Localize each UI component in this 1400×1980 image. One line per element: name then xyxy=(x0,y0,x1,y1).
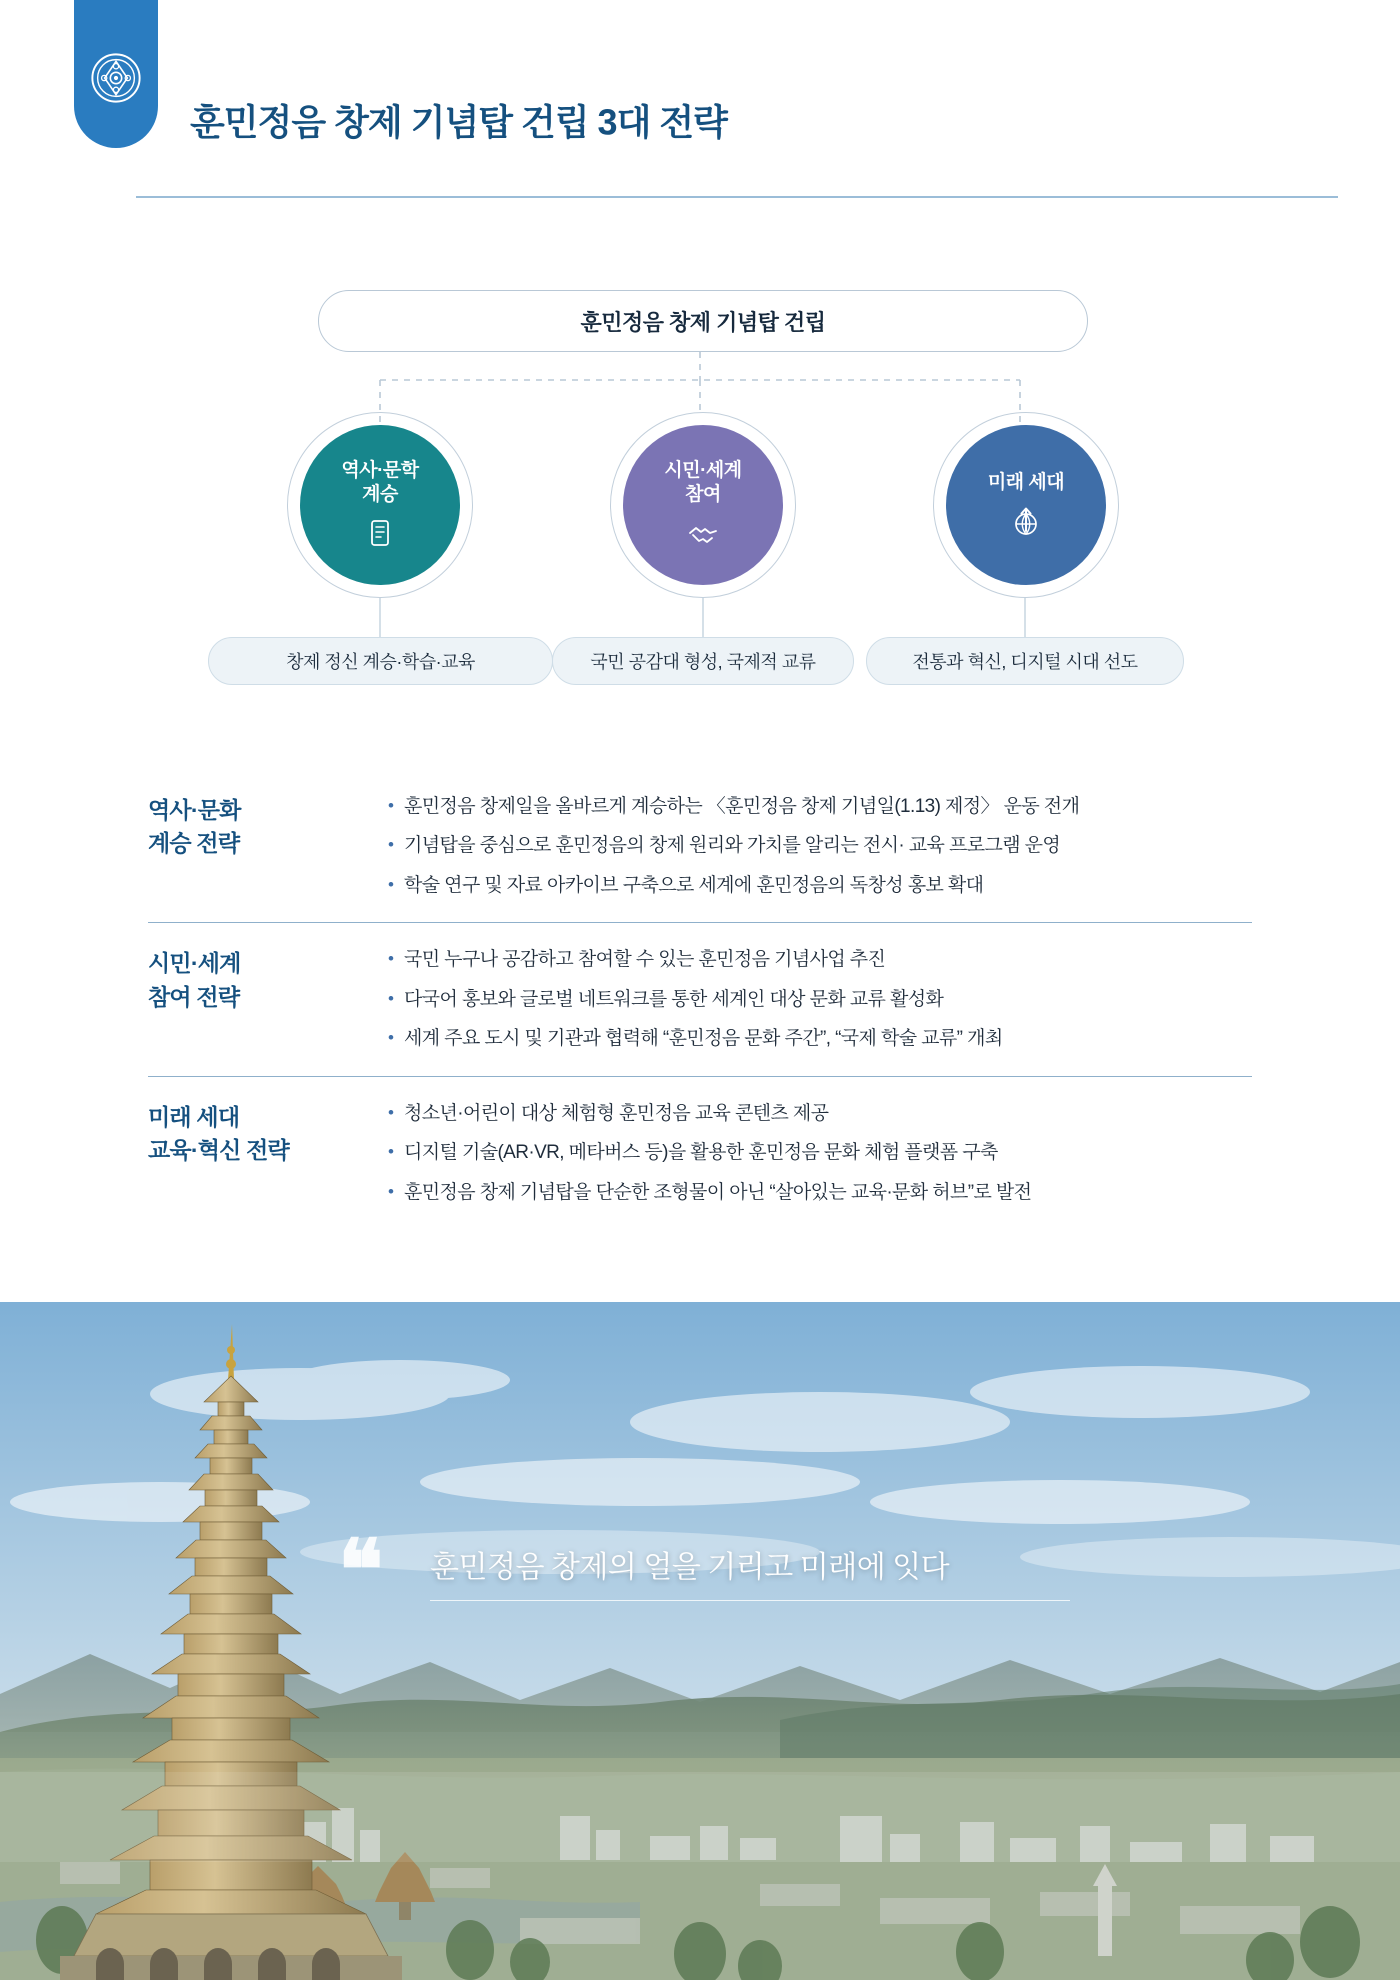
list-item xyxy=(388,945,1252,974)
bullet-icon: • xyxy=(388,1028,394,1048)
bullet-icon: • xyxy=(388,988,394,1008)
diagram-pill-3: 전통과 혁신, 디지털 시대 선도 xyxy=(866,637,1184,685)
list-item xyxy=(388,985,1252,1014)
rendering-illustration xyxy=(0,1302,1400,1980)
strategy-list xyxy=(0,770,1400,1229)
globe-arrow-icon xyxy=(1008,503,1044,539)
bullet-icon: • xyxy=(388,874,394,894)
strategy-3-item-1: 청소년·어린이 대상 체험형 훈민정음 교육 콘텐츠 제공 xyxy=(404,1102,829,1124)
quote-text: 훈민정음 창제의 얼을 기리고 미래에 잇다 xyxy=(430,1551,950,1584)
strategy-items-3 xyxy=(358,1099,1252,1207)
list-item xyxy=(388,1138,1252,1167)
diagram-node-future[interactable] xyxy=(946,425,1106,585)
list-item xyxy=(388,792,1252,821)
page-header xyxy=(0,0,1400,200)
photo-quote xyxy=(338,1525,1110,1618)
strategy-block-future xyxy=(148,1076,1252,1229)
diagram-pill-2: 국민 공감대 형성, 국제적 교류 xyxy=(552,637,854,685)
header-divider xyxy=(136,196,1338,198)
handshake-icon xyxy=(685,515,721,551)
strategy-block-history xyxy=(148,770,1252,922)
list-item xyxy=(388,831,1252,860)
node-1-label-line1: 역사·문학 xyxy=(341,460,419,482)
strategy-3-item-2: 디지털 기술(AR·VR, 메타버스 등)을 활용한 훈민정음 문화 체험 플랫폼 구축 xyxy=(404,1142,998,1164)
diagram-root-node: 훈민정음 창제 기념탑 건립 xyxy=(318,290,1088,352)
diagram-node-history[interactable] xyxy=(300,425,460,585)
page-title: 훈민정음 창제 기념탑 건립 3대 전략 xyxy=(190,101,727,143)
node-2-label-line1: 시민·세계 xyxy=(664,460,742,482)
bullet-icon: • xyxy=(388,949,394,969)
diagram-node-citizen[interactable] xyxy=(623,425,783,585)
strategy-2-item-2: 다국어 홍보와 글로벌 네트워크를 통한 세계인 대상 문화 교류 활성화 xyxy=(404,988,944,1010)
pagoda-rendering xyxy=(0,1302,1400,1980)
strategy-3-title-line1: 미래 세대 xyxy=(148,1103,240,1130)
bullet-icon: • xyxy=(388,1142,394,1162)
strategy-items-2 xyxy=(358,945,1252,1053)
strategy-diagram xyxy=(0,220,1400,672)
node-2-label-line2: 참여 xyxy=(685,484,721,505)
strategy-2-title-line1: 시민·세계 xyxy=(148,950,241,977)
node-3-label-line1: 미래 세대 xyxy=(987,472,1065,494)
quote-underline xyxy=(430,1600,1070,1601)
strategy-1-item-2: 기념탑을 중심으로 훈민정음의 창제 원리와 가치를 알리는 전시· 교육 프로그램 운영 xyxy=(404,835,1061,857)
bullet-icon: • xyxy=(388,835,394,855)
list-item xyxy=(388,1024,1252,1053)
list-item xyxy=(388,1099,1252,1128)
bullet-icon: • xyxy=(388,1181,394,1201)
strategy-1-title-line2: 계승 전략 xyxy=(148,830,240,857)
bullet-icon: • xyxy=(388,1102,394,1122)
strategy-title-1 xyxy=(148,792,358,900)
strategy-1-title-line1: 역사·문화 xyxy=(148,797,241,823)
node-1-label-line2: 계승 xyxy=(362,484,398,505)
emblem-tab xyxy=(74,0,158,148)
strategy-title-3 xyxy=(148,1099,358,1207)
strategy-2-item-3: 세계 주요 도시 및 기관과 협력해 “훈민정음 문화 주간”, “국제 학술 교류” 개최 xyxy=(404,1028,1003,1050)
institute-emblem-icon xyxy=(88,50,144,106)
list-item xyxy=(388,871,1252,900)
book-icon xyxy=(362,515,398,551)
strategy-title-2 xyxy=(148,945,358,1053)
list-item xyxy=(388,1178,1252,1207)
strategy-3-item-3: 훈민정음 창제 기념탑을 단순한 조형물이 아닌 “살아있는 교육·문화 허브”로 발전 xyxy=(404,1181,1032,1203)
bullet-icon: • xyxy=(388,796,394,815)
diagram-pill-1: 창제 정신 계승·학습·교육 xyxy=(208,637,553,685)
strategy-3-title-line2: 교육·혁신 전략 xyxy=(148,1136,289,1163)
quote-mark-icon: ❝ xyxy=(338,1525,384,1618)
strategy-block-citizen xyxy=(148,922,1252,1075)
strategy-1-item-3: 학술 연구 및 자료 아카이브 구축으로 세계에 훈민정음의 독창성 홍보 확대 xyxy=(404,874,984,896)
strategy-2-title-line2: 참여 전략 xyxy=(148,983,240,1010)
strategy-1-item-1: 훈민정음 창제일을 올바르게 계승하는 〈훈민정음 창제 기념일(1.13) 제정〉 운동 전개 xyxy=(404,796,1080,817)
strategy-2-item-1: 국민 누구나 공감하고 참여할 수 있는 훈민정음 기념사업 추진 xyxy=(404,949,886,971)
strategy-items-1 xyxy=(358,792,1252,900)
